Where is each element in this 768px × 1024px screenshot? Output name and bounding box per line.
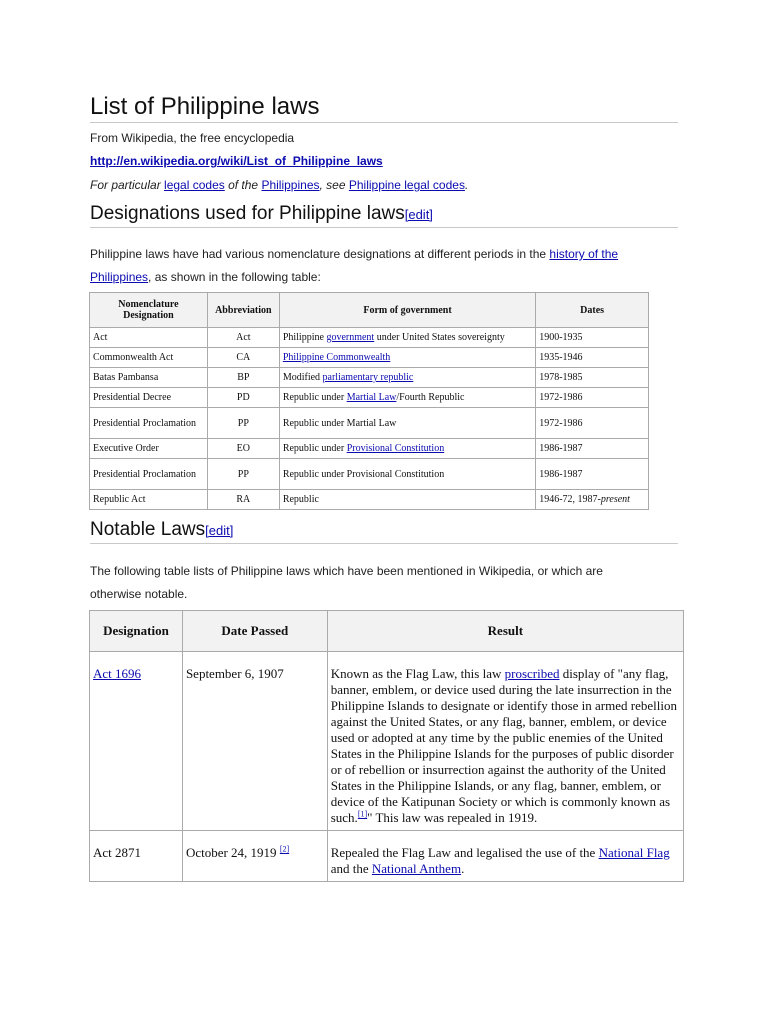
government-text: under United States sovereignty xyxy=(374,332,505,343)
table-row xyxy=(90,490,649,510)
hatnote xyxy=(90,178,468,192)
government-text: Republic under Martial Law xyxy=(282,417,397,429)
result-link[interactable]: National Anthem xyxy=(371,861,462,876)
dates-cell xyxy=(536,348,649,368)
government-cell xyxy=(279,348,535,368)
designation-cell: Commonwealth Act xyxy=(90,348,208,368)
result-text: Repealed the Flag Law and legalised the use of the xyxy=(330,845,599,860)
table-row xyxy=(90,439,649,459)
table-row xyxy=(90,348,649,368)
government-link[interactable]: Philippine Commonwealth xyxy=(282,352,391,363)
abbreviation-cell: PD xyxy=(207,388,279,408)
link-philippine-legal-codes[interactable]: Philippine legal codes xyxy=(348,178,465,192)
column-header: Abbreviation xyxy=(207,293,279,328)
result-cell xyxy=(327,831,683,882)
link-legal-codes[interactable]: legal codes xyxy=(164,178,225,192)
dates-text: 1935-1946 xyxy=(539,352,583,363)
abbreviation-cell: PP xyxy=(207,459,279,490)
article-url[interactable]: http://en.wikipedia.org/wiki/List_of_Philippine_laws xyxy=(90,154,383,168)
intro-text: Philippine laws have had various nomenclature designations at different periods in the xyxy=(90,247,550,261)
government-text: Republic under xyxy=(282,443,347,454)
dates-text: 1972-1986 xyxy=(539,417,583,429)
government-link[interactable]: parliamentary republic xyxy=(322,372,414,383)
column-header: Designation xyxy=(90,611,183,652)
column-header: Result xyxy=(327,611,683,652)
government-cell xyxy=(279,439,535,459)
law-designation-cell xyxy=(90,831,183,882)
government-cell xyxy=(279,388,535,408)
table-header-row xyxy=(90,611,684,652)
dates-cell xyxy=(536,388,649,408)
source-line: From Wikipedia, the free encyclopedia xyxy=(90,131,295,145)
designation-cell: Batas Pambansa xyxy=(90,368,208,388)
reference-link[interactable]: [2] xyxy=(279,844,290,854)
law-designation: Act 2871 xyxy=(93,845,142,860)
result-text: display of "any flag, banner, emblem, or device used during the late insurrection in the Philippine Islands to designate or identify those in armed rebellion against the United States, or any flag, banner, emblem, or device used or adopted at any time by the public enemies of the United States in the Philippine Islands for the purposes of public disorder or of rebellion or insurrection against the authority of the United States in the Philippine Islands, or any flag, banner, emblem, or device of the Katipunan Society or which is commonly known as such. xyxy=(330,666,677,825)
abbreviation-cell: RA xyxy=(207,490,279,510)
link-history-of-the-philippines[interactable]: history of the Philippines xyxy=(90,247,619,284)
dates-text: 1978-1985 xyxy=(539,372,583,383)
section-title: Notable Laws xyxy=(90,519,206,540)
government-link[interactable]: government xyxy=(326,332,375,343)
abbreviation-cell: CA xyxy=(207,348,279,368)
table-row xyxy=(90,652,684,831)
table-row xyxy=(90,368,649,388)
government-cell xyxy=(279,368,535,388)
government-text: Republic under xyxy=(282,392,347,403)
designations-intro xyxy=(90,243,650,289)
dates-cell xyxy=(536,490,649,510)
date-passed-cell xyxy=(182,652,327,831)
result-text: and the xyxy=(330,861,372,876)
designation-cell: Republic Act xyxy=(90,490,208,510)
law-designation-cell xyxy=(90,652,183,831)
table-row xyxy=(90,831,684,882)
edit-link[interactable]: [edit] xyxy=(404,207,433,222)
result-text: " This law was repealed in 1919. xyxy=(367,810,538,825)
government-text: Republic under Provisional Constitution xyxy=(282,468,445,480)
column-header: Form of government xyxy=(279,293,535,328)
edit-link[interactable]: [edit] xyxy=(205,523,234,538)
table-header-row xyxy=(90,293,649,328)
column-header: Nomenclature Designation xyxy=(90,293,208,328)
column-header: Date Passed xyxy=(182,611,327,652)
page-title: List of Philippine laws xyxy=(90,92,678,123)
result-link[interactable]: National Flag xyxy=(598,845,670,860)
table-row xyxy=(90,388,649,408)
result-text: . xyxy=(461,861,465,876)
dates-text: 1972-1986 xyxy=(539,392,583,403)
dates-cell xyxy=(536,439,649,459)
date-passed-cell xyxy=(182,831,327,882)
government-cell xyxy=(279,408,535,439)
intro-text: , as shown in the following table: xyxy=(148,270,321,284)
dates-text: 1986-1987 xyxy=(539,443,583,454)
date-passed: October 24, 1919 xyxy=(185,845,277,860)
dates-text: 1986-1987 xyxy=(539,468,583,480)
government-cell xyxy=(279,459,535,490)
abbreviation-cell: PP xyxy=(207,408,279,439)
section-title: Designations used for Philippine laws xyxy=(90,203,405,224)
table-row xyxy=(90,408,649,439)
date-passed: September 6, 1907 xyxy=(185,666,284,681)
designation-cell: Presidential Proclamation xyxy=(90,408,208,439)
government-link[interactable]: Provisional Constitution xyxy=(346,443,445,454)
notable-laws-table xyxy=(89,610,684,882)
table-row xyxy=(90,328,649,348)
column-header: Dates xyxy=(536,293,649,328)
result-text: Known as the Flag Law, this law xyxy=(330,666,505,681)
section-heading-notable-laws xyxy=(90,519,678,544)
designation-cell: Act xyxy=(90,328,208,348)
abbreviation-cell: EO xyxy=(207,439,279,459)
government-cell xyxy=(279,490,535,510)
hatnote-text: . xyxy=(464,178,469,192)
designations-table xyxy=(89,292,649,510)
dates-cell xyxy=(536,459,649,490)
designation-cell: Executive Order xyxy=(90,439,208,459)
reference-link[interactable]: [1] xyxy=(357,809,368,819)
hatnote-text: , see xyxy=(319,178,349,192)
designation-cell: Presidential Decree xyxy=(90,388,208,408)
result-cell xyxy=(327,652,683,831)
dates-cell xyxy=(536,368,649,388)
government-cell xyxy=(279,328,535,348)
notable-laws-intro: The following table lists of Philippine laws which have been mentioned in Wikipedia, or which are otherwise notable. xyxy=(90,564,603,601)
abbreviation-cell: Act xyxy=(207,328,279,348)
government-text: /Fourth Republic xyxy=(396,392,465,403)
government-text: Philippine xyxy=(282,332,327,343)
government-text: Modified xyxy=(282,372,323,383)
government-link[interactable]: Martial Law xyxy=(346,392,397,403)
dates-text: 1900-1935 xyxy=(539,332,583,343)
abbreviation-cell: BP xyxy=(207,368,279,388)
law-link[interactable]: Act 1696 xyxy=(93,666,142,681)
section-heading-designations xyxy=(90,203,678,228)
link-philippines[interactable]: Philippines xyxy=(261,178,320,192)
dates-cell xyxy=(536,408,649,439)
hatnote-text: For particular xyxy=(90,178,165,192)
result-link[interactable]: proscribed xyxy=(504,666,560,681)
hatnote-text: of the xyxy=(224,178,262,192)
table-row xyxy=(90,459,649,490)
dates-text: 1946-72, 1987- xyxy=(539,494,601,505)
government-text: Republic xyxy=(282,494,319,505)
article-url-link[interactable] xyxy=(90,154,383,168)
dates-cell xyxy=(536,328,649,348)
dates-present: present xyxy=(600,494,630,505)
designation-cell: Presidential Proclamation xyxy=(90,459,208,490)
